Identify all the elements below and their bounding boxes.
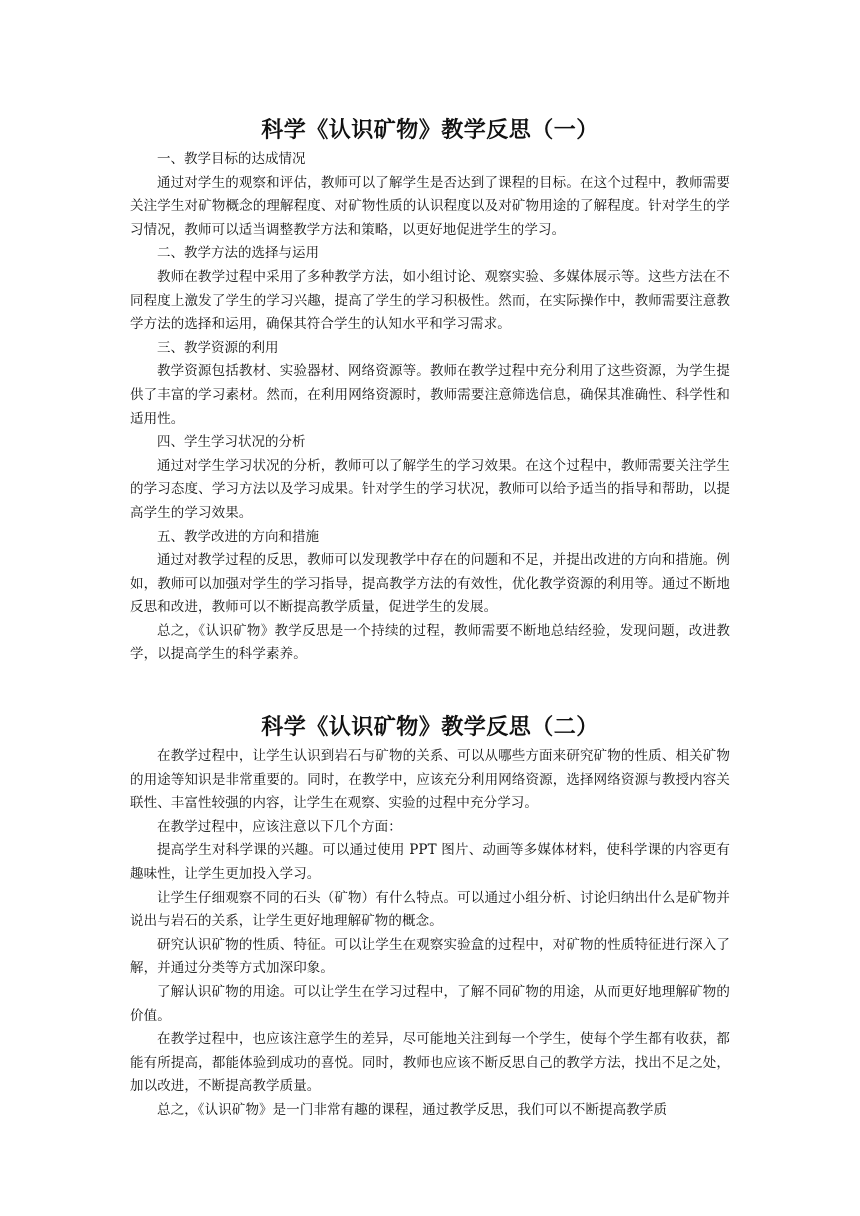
article-2-paragraph: 在教学过程中，应该注意以下几个方面：	[157, 818, 402, 835]
section-3-heading: 三、教学资源的利用	[157, 339, 279, 356]
article-2-paragraph: 研究认识矿物的性质、特征。可以让学生在观察实验盒的过程中，对矿物的性质特征进行深入了解，并通过分类等方式加深印象。	[130, 936, 730, 977]
section-1-body: 通过对学生的观察和评估，教师可以了解学生是否达到了课程的目标。在这个过程中，教师需要关注学生对矿物概念的理解程度、对矿物性质的认识程度以及对矿物用途的了解程度。针对学生的学习情况，教师可以适当调整教学方法和策略，以更好地促进学生的学习。	[130, 174, 730, 238]
section-4-heading: 四、学生学习状况的分析	[157, 434, 306, 451]
article-2-paragraph: 在教学过程中，让学生认识到岩石与矿物的关系、可以从哪些方面来研究矿物的性质、相关矿物的用途等知识是非常重要的。同时，在教学中，应该充分利用网络资源，选择网络资源与教授内容关联性、丰富性较强的内容，让学生在观察、实验的过程中充分学习。	[130, 748, 730, 812]
section-4-body: 通过对学生学习状况的分析，教师可以了解学生的学习效果。在这个过程中，教师需要关注学生的学习态度、学习方法以及学习成果。针对学生的学习状况，教师可以给予适当的指导和帮助，以提高学生的学习效果。	[130, 457, 730, 521]
article-2-paragraph: 了解认识矿物的用途。可以让学生在学习过程中，了解不同矿物的用途，从而更好地理解矿物的价值。	[130, 984, 730, 1024]
article-2-paragraph: 总之，《认识矿物》是一门非常有趣的课程，通过教学反思，我们可以不断提高教学质	[157, 1101, 668, 1118]
section-5-heading: 五、教学改进的方向和措施	[157, 528, 319, 545]
section-2-heading: 二、教学方法的选择与运用	[157, 245, 319, 262]
article-2-paragraph: 提高学生对科学课的兴趣。可以通过使用 PPT 图片、动画等多媒体材料，使科学课的内容更有趣味性，让学生更加投入学习。	[130, 842, 730, 883]
document-page	[130, 112, 730, 1123]
article-1-conclusion: 总之，《认识矿物》教学反思是一个持续的过程，教师需要不断地总结经验，发现问题，改进教学，以提高学生的科学素养。	[130, 622, 730, 663]
section-2-body: 教师在教学过程中采用了多种教学方法，如小组讨论、观察实验、多媒体展示等。这些方法在不同程度上激发了学生的学习兴趣，提高了学生的学习积极性。然而，在实际操作中，教师需要注意教学方法的选择和运用，确保其符合学生的认知水平和学习需求。	[130, 268, 730, 333]
article-1-title: 科学《认识矿物》教学反思（一）	[261, 117, 599, 143]
article-2-title: 科学《认识矿物》教学反思（二）	[261, 714, 599, 741]
article-separator	[130, 667, 730, 709]
section-3-body: 教学资源包括教材、实验器材、网络资源等。教师在教学过程中充分利用了这些资源，为学生提供了丰富的学习素材。然而，在利用网络资源时，教师需要注意筛选信息，确保其准确性、科学性和适用性。	[130, 363, 730, 427]
article-2-paragraph: 让学生仔细观察不同的石头（矿物）有什么特点。可以通过小组分析、讨论归纳出什么是矿物并说出与岩石的关系，让学生更好地理解矿物的概念。	[130, 889, 730, 930]
article-2-paragraph: 在教学过程中，也应该注意学生的差异，尽可能地关注到每一个学生，使每个学生都有收获，都能有所提高，都能体验到成功的喜悦。同时，教师也应该不断反思自己的教学方法，找出不足之处，加以改进，不断提高教学质量。	[130, 1031, 730, 1095]
section-1-heading: 一、教学目标的达成情况	[157, 151, 306, 167]
section-5-body: 通过对教学过程的反思，教师可以发现教学中存在的问题和不足，并提出改进的方向和措施。例如，教师可以加强对学生的学习指导，提高教学方法的有效性，优化教学资源的利用等。通过不断地反思和改进，教师可以不断提高教学质量，促进学生的发展。	[130, 552, 730, 616]
